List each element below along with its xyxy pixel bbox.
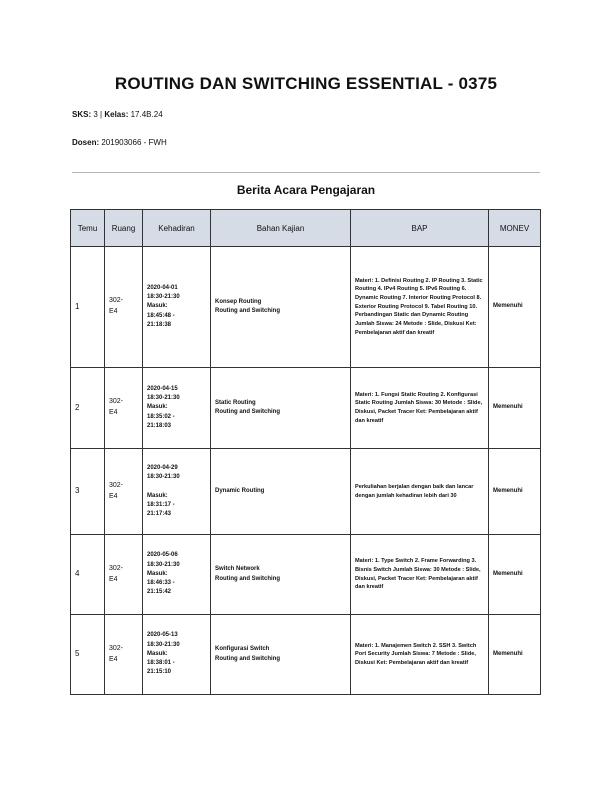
course-title: ROUTING DAN SWITCHING ESSENTIAL - 0375 <box>114 74 498 93</box>
cell-kehadiran: 2020-04-15 18:30-21:30 Masuk: 18:35:02 - 21:18:03 <box>143 368 211 449</box>
cell-ruang: 302- E4 <box>105 535 143 615</box>
cell-monev: Memenuhi <box>489 535 541 615</box>
cell-kehadiran: 2020-04-01 18:30-21:30 Masuk: 18:45:48 - 21:18:38 <box>143 247 211 368</box>
header-bap: BAP <box>351 210 489 247</box>
cell-bahan-kajian: Static Routing Routing and Switching <box>211 368 351 449</box>
cell-kehadiran: 2020-05-06 18:30-21:30 Masuk: 18:46:33 - 21:15:42 <box>143 535 211 615</box>
cell-temu: 2 <box>71 368 105 449</box>
lecturer-line <box>72 138 167 147</box>
cell-bahan-kajian: Switch Network Routing and Switching <box>211 535 351 615</box>
cell-kehadiran: 2020-05-13 18:30-21:30 Masuk: 18:38:01 - 21:15:10 <box>143 615 211 695</box>
table-row <box>71 247 541 368</box>
cell-bap: Perkuliahan berjalan dengan baik dan lancar dengan jumlah kehadiran lebih dari 30 <box>351 449 489 535</box>
cell-monev: Memenuhi <box>489 449 541 535</box>
cell-bap: Materi: 1. Manajemen Switch 2. SSH 3. Switch Port Security Jumlah Siswa: 7 Metode : Slide, Diskusi Ket: Pembelajaran aktif dan kreatif <box>351 615 489 695</box>
table-row <box>71 535 541 615</box>
cell-ruang: 302- E4 <box>105 247 143 368</box>
cell-ruang: 302- E4 <box>105 368 143 449</box>
cell-monev: Memenuhi <box>489 615 541 695</box>
cell-bap: Materi: 1. Fungsi Static Routing 2. Konfigurasi Static Routing Jumlah Siswa: 30 Metode : Slide, Diskusi, Packet Tracer Ket: Pembelajaran aktif dan kreatif <box>351 368 489 449</box>
cell-bahan-kajian: Konsep Routing Routing and Switching <box>211 247 351 368</box>
divider <box>72 172 540 173</box>
cell-bahan-kajian: Dynamic Routing <box>211 449 351 535</box>
course-info-line <box>72 110 163 119</box>
cell-temu: 4 <box>71 535 105 615</box>
table-row <box>71 368 541 449</box>
section-title: Berita Acara Pengajaran <box>236 183 376 197</box>
cell-ruang: 302- E4 <box>105 449 143 535</box>
dosen-value: 201903066 - FWH <box>101 138 167 147</box>
header-temu: Temu <box>71 210 105 247</box>
kelas-value: 17.4B.24 <box>130 110 163 119</box>
cell-monev: Memenuhi <box>489 247 541 368</box>
bap-table <box>70 209 541 695</box>
cell-bahan-kajian: Konfigurasi Switch Routing and Switching <box>211 615 351 695</box>
header-ruang: Ruang <box>105 210 143 247</box>
cell-ruang: 302- E4 <box>105 615 143 695</box>
table-row <box>71 449 541 535</box>
sks-value: 3 <box>93 110 98 119</box>
cell-bap: Materi: 1. Definisi Routing 2. IP Routing 3. Static Routing 4. IPv4 Routing 5. IPv6 Routing 6. Dynamic Routing 7. Interior Routing Protocol 8. Exterior Routing Protocol 9. Tabel Routing 10. Perbandingan Static dan Dynamic Routing Jumlah Siswa: 24 Metode : Slide, Diskusi Ket: Pembelajaran aktif dan kreatif <box>351 247 489 368</box>
cell-monev: Memenuhi <box>489 368 541 449</box>
kelas-label: Kelas: <box>104 110 129 119</box>
cell-bap: Materi: 1. Type Switch 2. Frame Forwarding 3. Bisnis Switch Jumlah Siswa: 30 Metode : Slide, Diskusi, Packet Tracer Ket: Pembelajaran aktif dan kreatif <box>351 535 489 615</box>
cell-kehadiran: 2020-04-29 18:30-21:30 Masuk: 18:31:17 - 21:17:43 <box>143 449 211 535</box>
separator: | <box>100 110 103 119</box>
dosen-label: Dosen: <box>72 138 100 147</box>
header-kehadiran: Kehadiran <box>143 210 211 247</box>
cell-temu: 5 <box>71 615 105 695</box>
table-row <box>71 615 541 695</box>
header-bahan-kajian: Bahan Kajian <box>211 210 351 247</box>
table-header-row <box>71 210 541 247</box>
cell-temu: 3 <box>71 449 105 535</box>
cell-temu: 1 <box>71 247 105 368</box>
header-monev: MONEV <box>489 210 541 247</box>
sks-label: SKS: <box>72 110 92 119</box>
